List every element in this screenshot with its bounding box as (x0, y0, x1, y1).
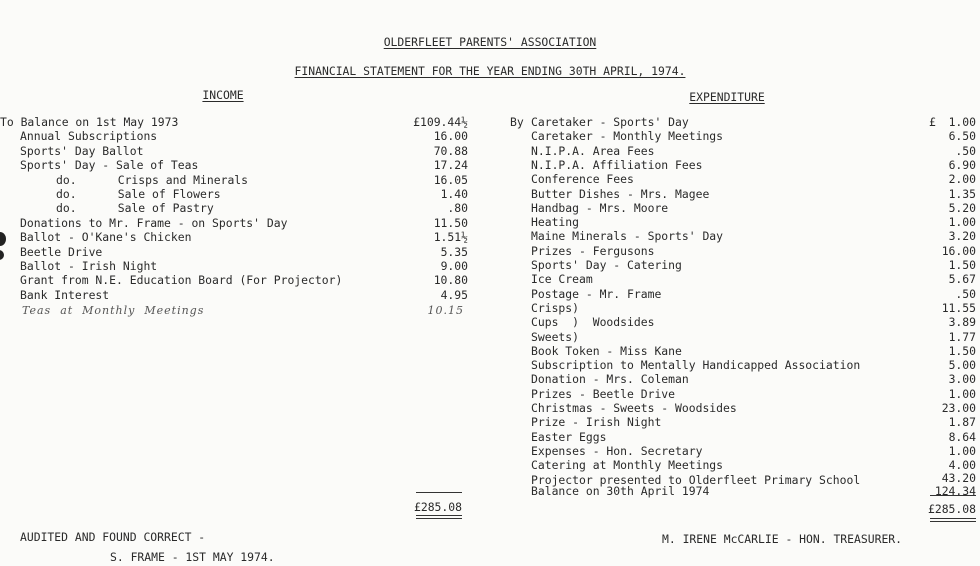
expenditure-row-amount: 3.20 (948, 229, 976, 244)
document-title: OLDERFLEET PARENTS' ASSOCIATION (383, 35, 597, 49)
handwritten-teas-amount: 10.15 (427, 304, 464, 317)
expenditure-row-amount: 1.77 (948, 329, 976, 344)
expenditure-row-amount: 1.35 (948, 186, 976, 201)
punch-hole-top (0, 232, 6, 246)
income-row-label: To Balance on 1st May 1973 (0, 115, 179, 129)
expenditure-row-label: Expenses - Hon. Secretary (531, 443, 703, 458)
expenditure-row-amount: 8.64 (948, 429, 976, 444)
income-row-amount: 1.40 (440, 187, 468, 201)
expenditure-row-label: Butter Dishes - Mrs. Magee (531, 186, 710, 201)
expenditure-row-amount: 6.90 (948, 157, 976, 172)
expenditure-row-amount: 4.00 (948, 458, 976, 473)
income-double-rule-2 (416, 518, 462, 519)
income-row-amount: 5.35 (440, 244, 468, 259)
expenditure-row-amount: 1.00 (948, 386, 976, 401)
income-row-label: Sports' Day - Sale of Teas (20, 158, 199, 173)
income-row-label: Beetle Drive (20, 244, 103, 259)
income-total: £285.08 (413, 500, 462, 514)
expenditure-row-label: Crisps) (531, 300, 580, 315)
income-total-rule (416, 492, 462, 493)
audited-text: AUDITED AND FOUND CORRECT - (20, 530, 206, 544)
expenditure-heading: EXPENDITURE (689, 90, 765, 104)
expenditure-row-label: Book Token - Miss Kane (531, 343, 682, 358)
expenditure-row-amount: 11.55 (941, 300, 976, 315)
expenditure-row-amount: 1.00 (948, 443, 976, 458)
expenditure-row-label: Prizes - Fergusons (531, 243, 655, 258)
income-row-label: do. Sale of Flowers (56, 187, 221, 201)
expenditure-row-amount: 1.00 (948, 115, 976, 129)
income-row-label: Bank Interest (20, 287, 110, 302)
income-row-amount: £109.44½ (413, 115, 468, 129)
balance-amount: 124.34 (934, 484, 976, 498)
expenditure-row-amount: 6.50 (948, 129, 976, 144)
income-row-amount: 11.50 (433, 215, 468, 230)
income-row-label: Sports' Day Ballot (20, 143, 144, 158)
document-subtitle: FINANCIAL STATEMENT FOR THE YEAR ENDING 30TH APRIL, 1974. (294, 64, 686, 78)
expenditure-double-rule-2 (930, 521, 976, 522)
expenditure-row-label: Donation - Mrs. Coleman (531, 372, 689, 387)
expenditure-row-label: Subscription to Mentally Handicapped Association (531, 358, 861, 373)
income-row-amount: 70.88 (433, 143, 468, 158)
expenditure-row-amount: 1.87 (948, 415, 976, 430)
expenditure-row-label: Sports' Day - Catering (531, 258, 682, 272)
income-row-amount: .80 (447, 201, 468, 216)
expenditure-row-amount: 23.00 (941, 401, 976, 415)
expenditure-row-amount: 16.00 (941, 243, 976, 258)
income-row-amount: 16.00 (433, 129, 468, 144)
income-row-label: Grant from N.E. Education Board (For Projector) (20, 273, 343, 288)
income-row-amount: 4.95 (440, 287, 468, 302)
expenditure-row-amount: 2.00 (948, 172, 976, 187)
expenditure-row-amount: 1.00 (948, 215, 976, 230)
expenditure-row-label: Prize - Irish Night (531, 415, 662, 430)
income-row-label: Annual Subscriptions (20, 129, 158, 144)
expenditure-row-label: Heating (531, 215, 580, 230)
expenditure-row-amount: .50 (955, 286, 976, 301)
income-row-label: Donations to Mr. Frame - on Sports' Day (20, 215, 288, 230)
expenditure-row-label: Caretaker - Monthly Meetings (531, 129, 724, 144)
treasurer-line: M. IRENE McCARLIE - HON. TREASURER. (662, 532, 903, 546)
expenditure-row-amount: 1.50 (948, 343, 976, 358)
expenditure-row-amount: 1.50 (948, 258, 976, 272)
expenditure-row-label: Christmas - Sweets - Woodsides (531, 401, 737, 415)
expenditure-row-amount: .50 (955, 143, 976, 158)
expenditure-row-label: Conference Fees (531, 172, 634, 187)
balance-label: Balance on 30th April 1974 (531, 484, 710, 498)
income-double-rule-1 (416, 515, 462, 516)
expenditure-row-label: Projector presented to Olderfleet Primary School (531, 472, 861, 487)
expenditure-row-amount: 3.00 (948, 372, 976, 387)
income-heading: INCOME (202, 88, 244, 102)
currency-symbol: £ (929, 115, 936, 129)
expenditure-double-rule-1 (930, 518, 976, 519)
income-row-amount: 1.51½ (433, 230, 468, 245)
expenditure-row-label: Sweets) (531, 329, 580, 344)
expenditure-row-label: N.I.P.A. Area Fees (531, 143, 655, 158)
income-row-label: Ballot - O'Kane's Chicken (20, 230, 192, 245)
income-row-amount: 17.24 (433, 158, 468, 173)
income-row-label: Ballot - Irish Night (20, 259, 158, 273)
handwritten-teas-label: Teas at Monthly Meetings (22, 304, 205, 317)
expenditure-row-label: Prizes - Beetle Drive (531, 386, 676, 401)
expenditure-row-amount: 3.89 (948, 315, 976, 330)
expenditure-row-label: Caretaker - Sports' Day (531, 115, 689, 129)
income-row-label: do. Sale of Pastry (56, 201, 214, 216)
punch-hole-bottom (0, 250, 4, 260)
income-row-amount: 10.80 (433, 273, 468, 288)
expenditure-row-label: Handbag - Mrs. Moore (531, 200, 669, 215)
expenditure-row-label: Cups ) Woodsides (531, 315, 655, 330)
expenditure-row-amount: 43.20 (941, 470, 976, 485)
expenditure-row-label: Postage - Mr. Frame (531, 286, 662, 301)
expenditure-row-amount: 5.67 (948, 272, 976, 287)
income-row-label: do. Crisps and Minerals (56, 172, 249, 187)
by-prefix: By (510, 115, 524, 129)
expenditure-row-amount: 5.20 (948, 200, 976, 215)
expenditure-row-label: Easter Eggs (531, 429, 607, 444)
expenditure-row-label: N.I.P.A. Affiliation Fees (531, 157, 703, 172)
expenditure-row-amount: 5.00 (948, 358, 976, 373)
expenditure-row-label: Catering at Monthly Meetings (531, 458, 724, 473)
income-row-amount: 9.00 (440, 259, 468, 273)
income-row-amount: 16.05 (433, 172, 468, 187)
expenditure-total: £285.08 (927, 502, 976, 516)
expenditure-row-label: Maine Minerals - Sports' Day (531, 229, 724, 244)
expenditure-total-rule (930, 495, 976, 496)
expenditure-row-label: Ice Cream (531, 272, 593, 287)
auditor-signature-line: S. FRAME - 1ST MAY 1974. (110, 550, 275, 564)
